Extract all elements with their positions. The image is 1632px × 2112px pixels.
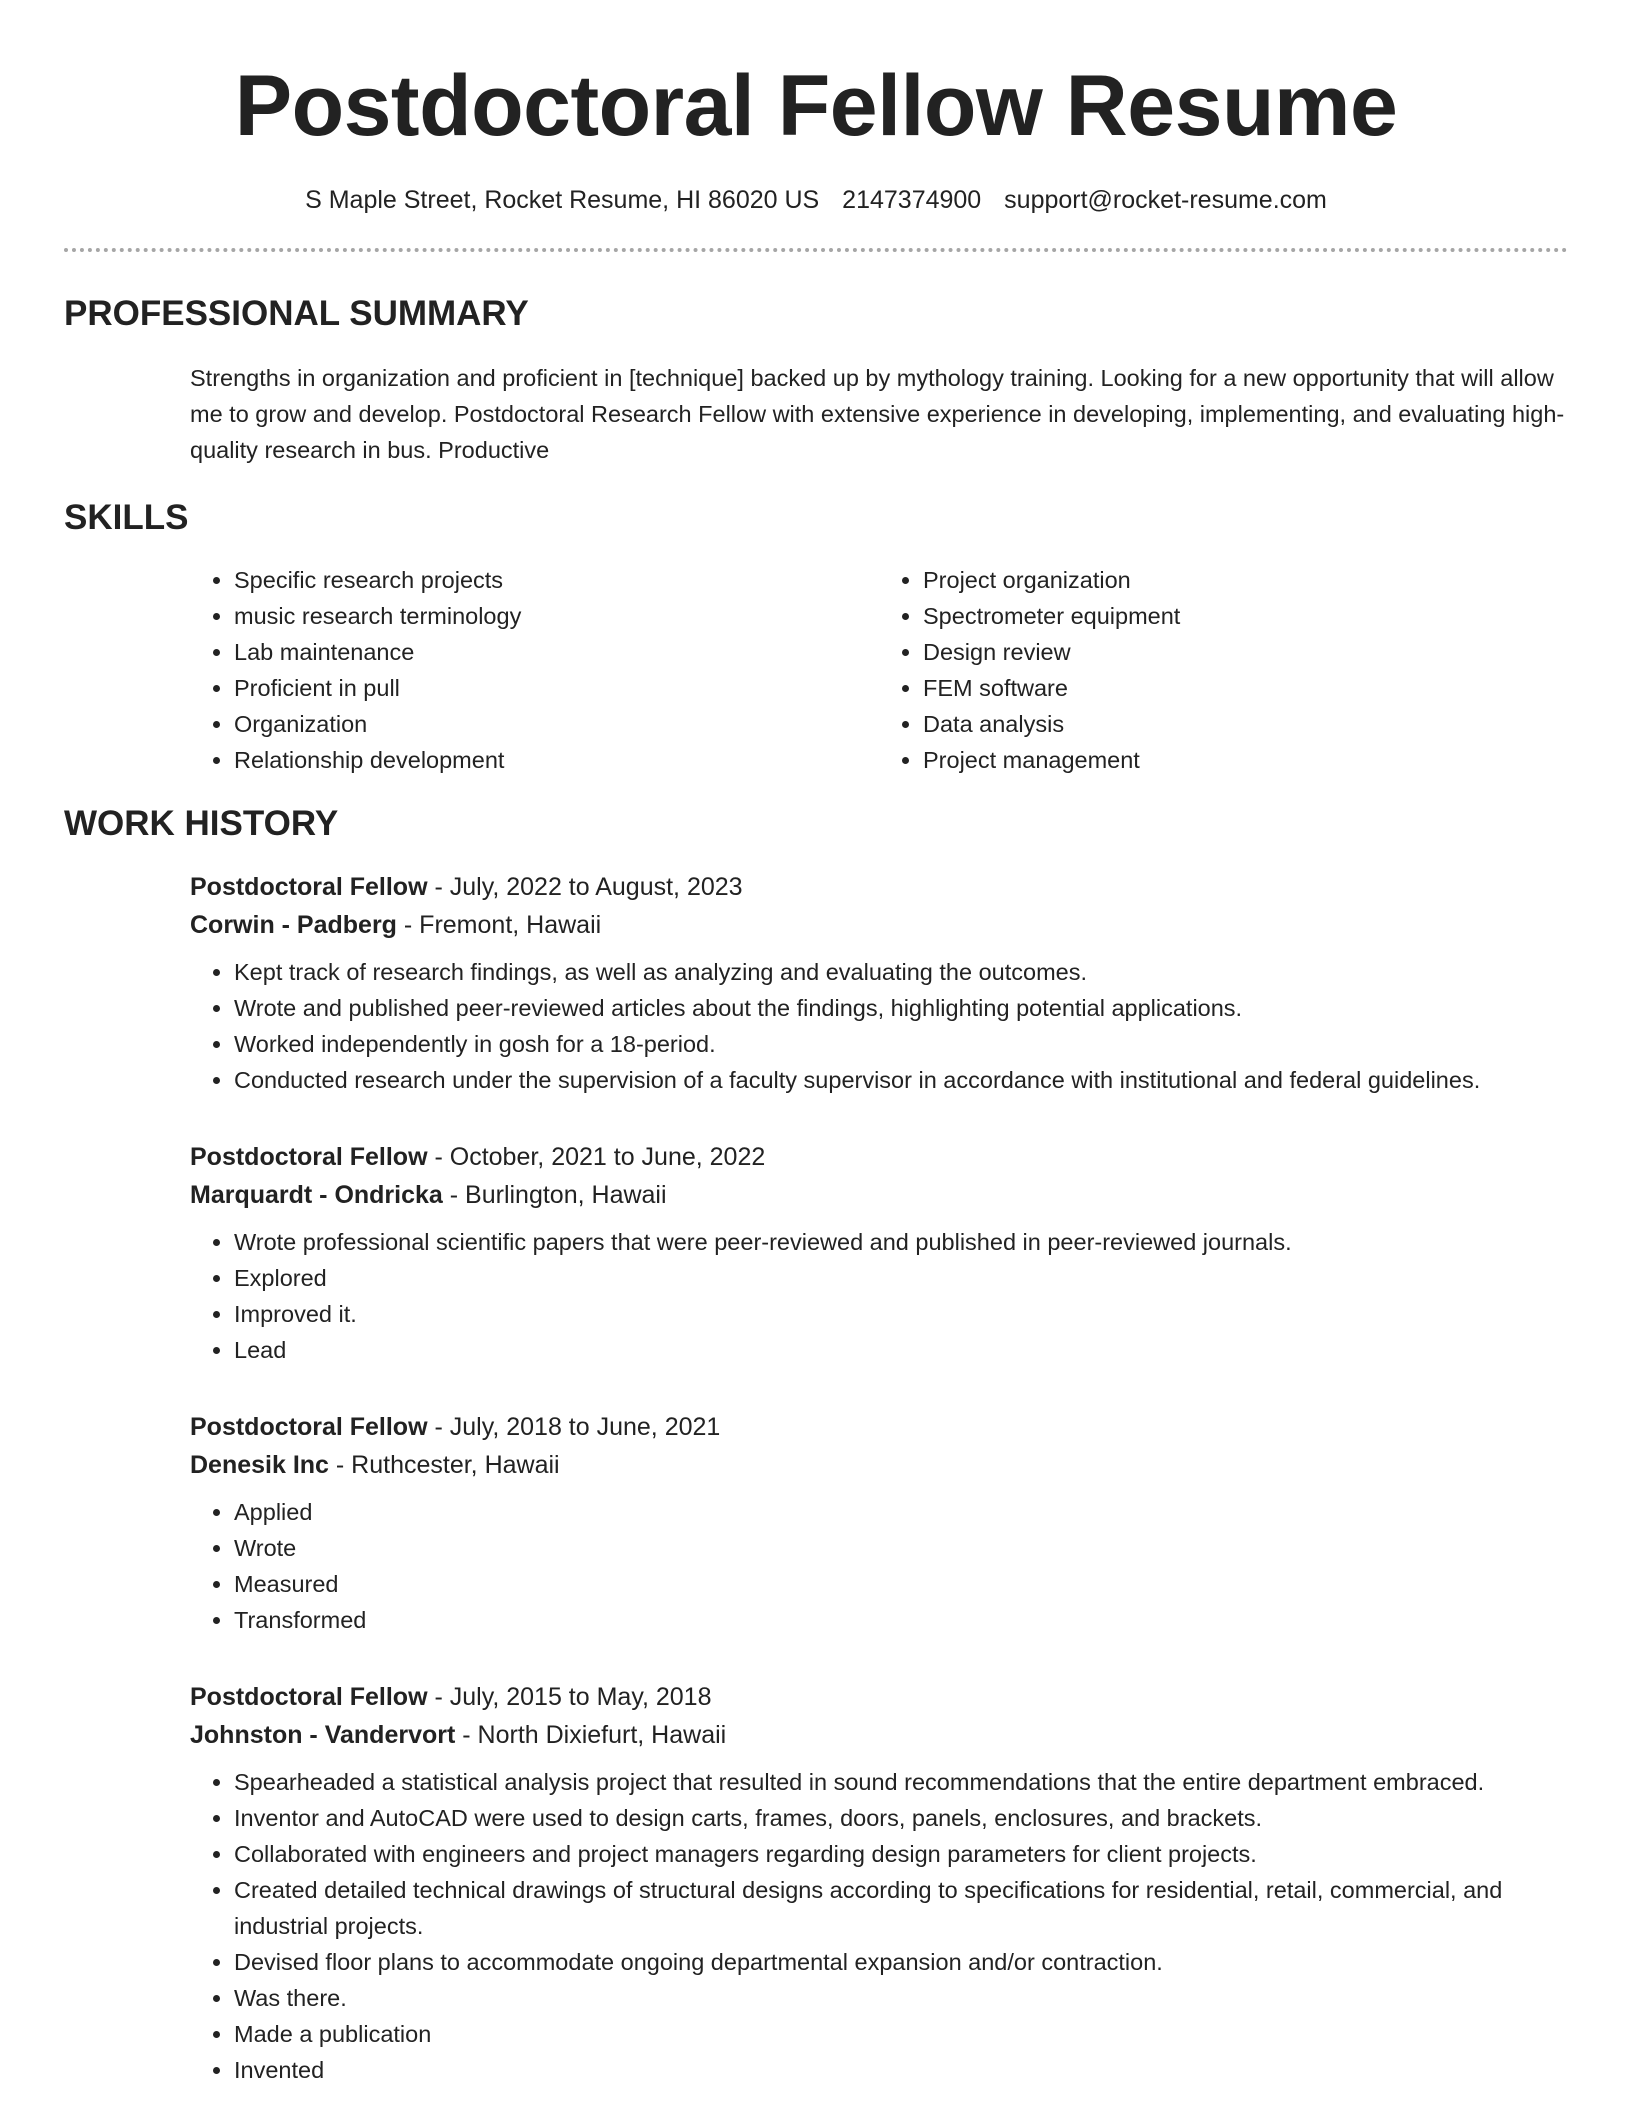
work-history-section xyxy=(64,802,1568,2088)
skill-item: • music research terminology xyxy=(234,598,879,634)
job-company: Johnston - Vandervort xyxy=(190,1721,456,1749)
header-divider xyxy=(64,248,1568,252)
skill-item: • Proficient in pull xyxy=(234,670,879,706)
skill-item: • Project management xyxy=(923,742,1568,778)
job-company-line xyxy=(190,1176,1568,1214)
job-company-line xyxy=(190,1446,1568,1484)
job-bullet: • Made a publication xyxy=(234,2016,1568,2052)
job-title: Postdoctoral Fellow xyxy=(190,873,428,901)
job-location: - North Dixiefurt, Hawaii xyxy=(455,1721,727,1749)
job-entry xyxy=(190,1678,1568,2088)
job-bullet: • Was there. xyxy=(234,1980,1568,2016)
job-bullet: • Created detailed technical drawings of structural designs according to specifications for residential, retail, commercial, and industrial projects. xyxy=(234,1872,1568,1944)
job-bullet: • Spearheaded a statistical analysis project that resulted in sound recommendations that the entire department embraced. xyxy=(234,1764,1568,1800)
resume-header xyxy=(64,0,1568,216)
job-bullet: • Devised floor plans to accommodate ongoing departmental expansion and/or contraction. xyxy=(234,1944,1568,1980)
contact-address: S Maple Street, Rocket Resume, HI 86020 US xyxy=(305,186,820,214)
job-title: Postdoctoral Fellow xyxy=(190,1143,428,1171)
job-company: Denesik Inc xyxy=(190,1451,329,1479)
skill-item: • Design review xyxy=(923,634,1568,670)
summary-text: Strengths in organization and proficient in [technique] backed up by mythology training. Looking for a new opportunity that will allow me to grow and develop. Postdoctoral Research Fellow with extensive experience in developing, implementing, and evaluating high-quality research in bus. Productive xyxy=(190,365,1565,463)
job-dates: - July, 2022 to August, 2023 xyxy=(427,873,743,901)
skills-column-left xyxy=(190,562,879,778)
job-entry xyxy=(190,1408,1568,1638)
skill-item: • Data analysis xyxy=(923,706,1568,742)
job-location: - Fremont, Hawaii xyxy=(396,911,602,939)
job-location: - Ruthcester, Hawaii xyxy=(328,1451,560,1479)
job-bullets xyxy=(190,1764,1568,2088)
job-bullet: • Wrote xyxy=(234,1530,1568,1566)
skill-item: • Project organization xyxy=(923,562,1568,598)
contact-email: support@rocket-resume.com xyxy=(1004,186,1327,214)
job-bullet: • Wrote and published peer-reviewed articles about the findings, highlighting potential applications. xyxy=(234,990,1568,1026)
job-bullet: • Inventor and AutoCAD were used to design carts, frames, doors, panels, enclosures, and brackets. xyxy=(234,1800,1568,1836)
job-company: Corwin - Padberg xyxy=(190,911,397,939)
job-dates: - July, 2015 to May, 2018 xyxy=(427,1683,712,1711)
job-bullet: • Improved it. xyxy=(234,1296,1568,1332)
summary-section xyxy=(64,292,1568,468)
job-title-line xyxy=(190,868,1568,906)
summary-heading: PROFESSIONAL SUMMARY xyxy=(64,294,529,333)
skill-item: • Relationship development xyxy=(234,742,879,778)
job-entry xyxy=(190,1138,1568,1368)
job-bullets xyxy=(190,1224,1568,1368)
job-bullet: • Worked independently in gosh for a 18-period. xyxy=(234,1026,1568,1062)
resume-title: Postdoctoral Fellow Resume xyxy=(234,58,1398,154)
job-bullet: • Conducted research under the supervision of a faculty supervisor in accordance with institutional and federal guidelines. xyxy=(234,1062,1568,1098)
job-bullet: • Kept track of research findings, as well as analyzing and evaluating the outcomes. xyxy=(234,954,1568,990)
job-title: Postdoctoral Fellow xyxy=(190,1683,428,1711)
skill-item: • FEM software xyxy=(923,670,1568,706)
job-bullet: • Explored xyxy=(234,1260,1568,1296)
job-location: - Burlington, Hawaii xyxy=(442,1181,667,1209)
skill-item: • Organization xyxy=(234,706,879,742)
skill-item: • Spectrometer equipment xyxy=(923,598,1568,634)
skills-column-right xyxy=(879,562,1568,778)
work-history-heading: WORK HISTORY xyxy=(64,804,339,843)
job-title-line xyxy=(190,1138,1568,1176)
job-dates: - July, 2018 to June, 2021 xyxy=(427,1413,721,1441)
job-company-line xyxy=(190,1716,1568,1754)
contact-line xyxy=(64,184,1568,216)
job-dates: - October, 2021 to June, 2022 xyxy=(427,1143,766,1171)
job-bullet: • Transformed xyxy=(234,1602,1568,1638)
skill-item: • Specific research projects xyxy=(234,562,879,598)
skill-item: • Lab maintenance xyxy=(234,634,879,670)
contact-phone: 2147374900 xyxy=(842,186,982,214)
job-title-line xyxy=(190,1408,1568,1446)
job-bullets xyxy=(190,1494,1568,1638)
skills-grid xyxy=(190,562,1568,778)
job-bullet: • Applied xyxy=(234,1494,1568,1530)
job-bullets xyxy=(190,954,1568,1098)
job-title: Postdoctoral Fellow xyxy=(190,1413,428,1441)
job-title-line xyxy=(190,1678,1568,1716)
job-company: Marquardt - Ondricka xyxy=(190,1181,443,1209)
job-bullet: • Collaborated with engineers and project managers regarding design parameters for client projects. xyxy=(234,1836,1568,1872)
job-bullet: • Lead xyxy=(234,1332,1568,1368)
job-entry xyxy=(190,868,1568,1098)
job-bullet: • Measured xyxy=(234,1566,1568,1602)
job-bullet: • Invented xyxy=(234,2052,1568,2088)
job-bullet: • Wrote professional scientific papers that were peer-reviewed and published in peer-reviewed journals. xyxy=(234,1224,1568,1260)
skills-heading: SKILLS xyxy=(64,498,189,537)
skills-section xyxy=(64,496,1568,778)
job-company-line xyxy=(190,906,1568,944)
